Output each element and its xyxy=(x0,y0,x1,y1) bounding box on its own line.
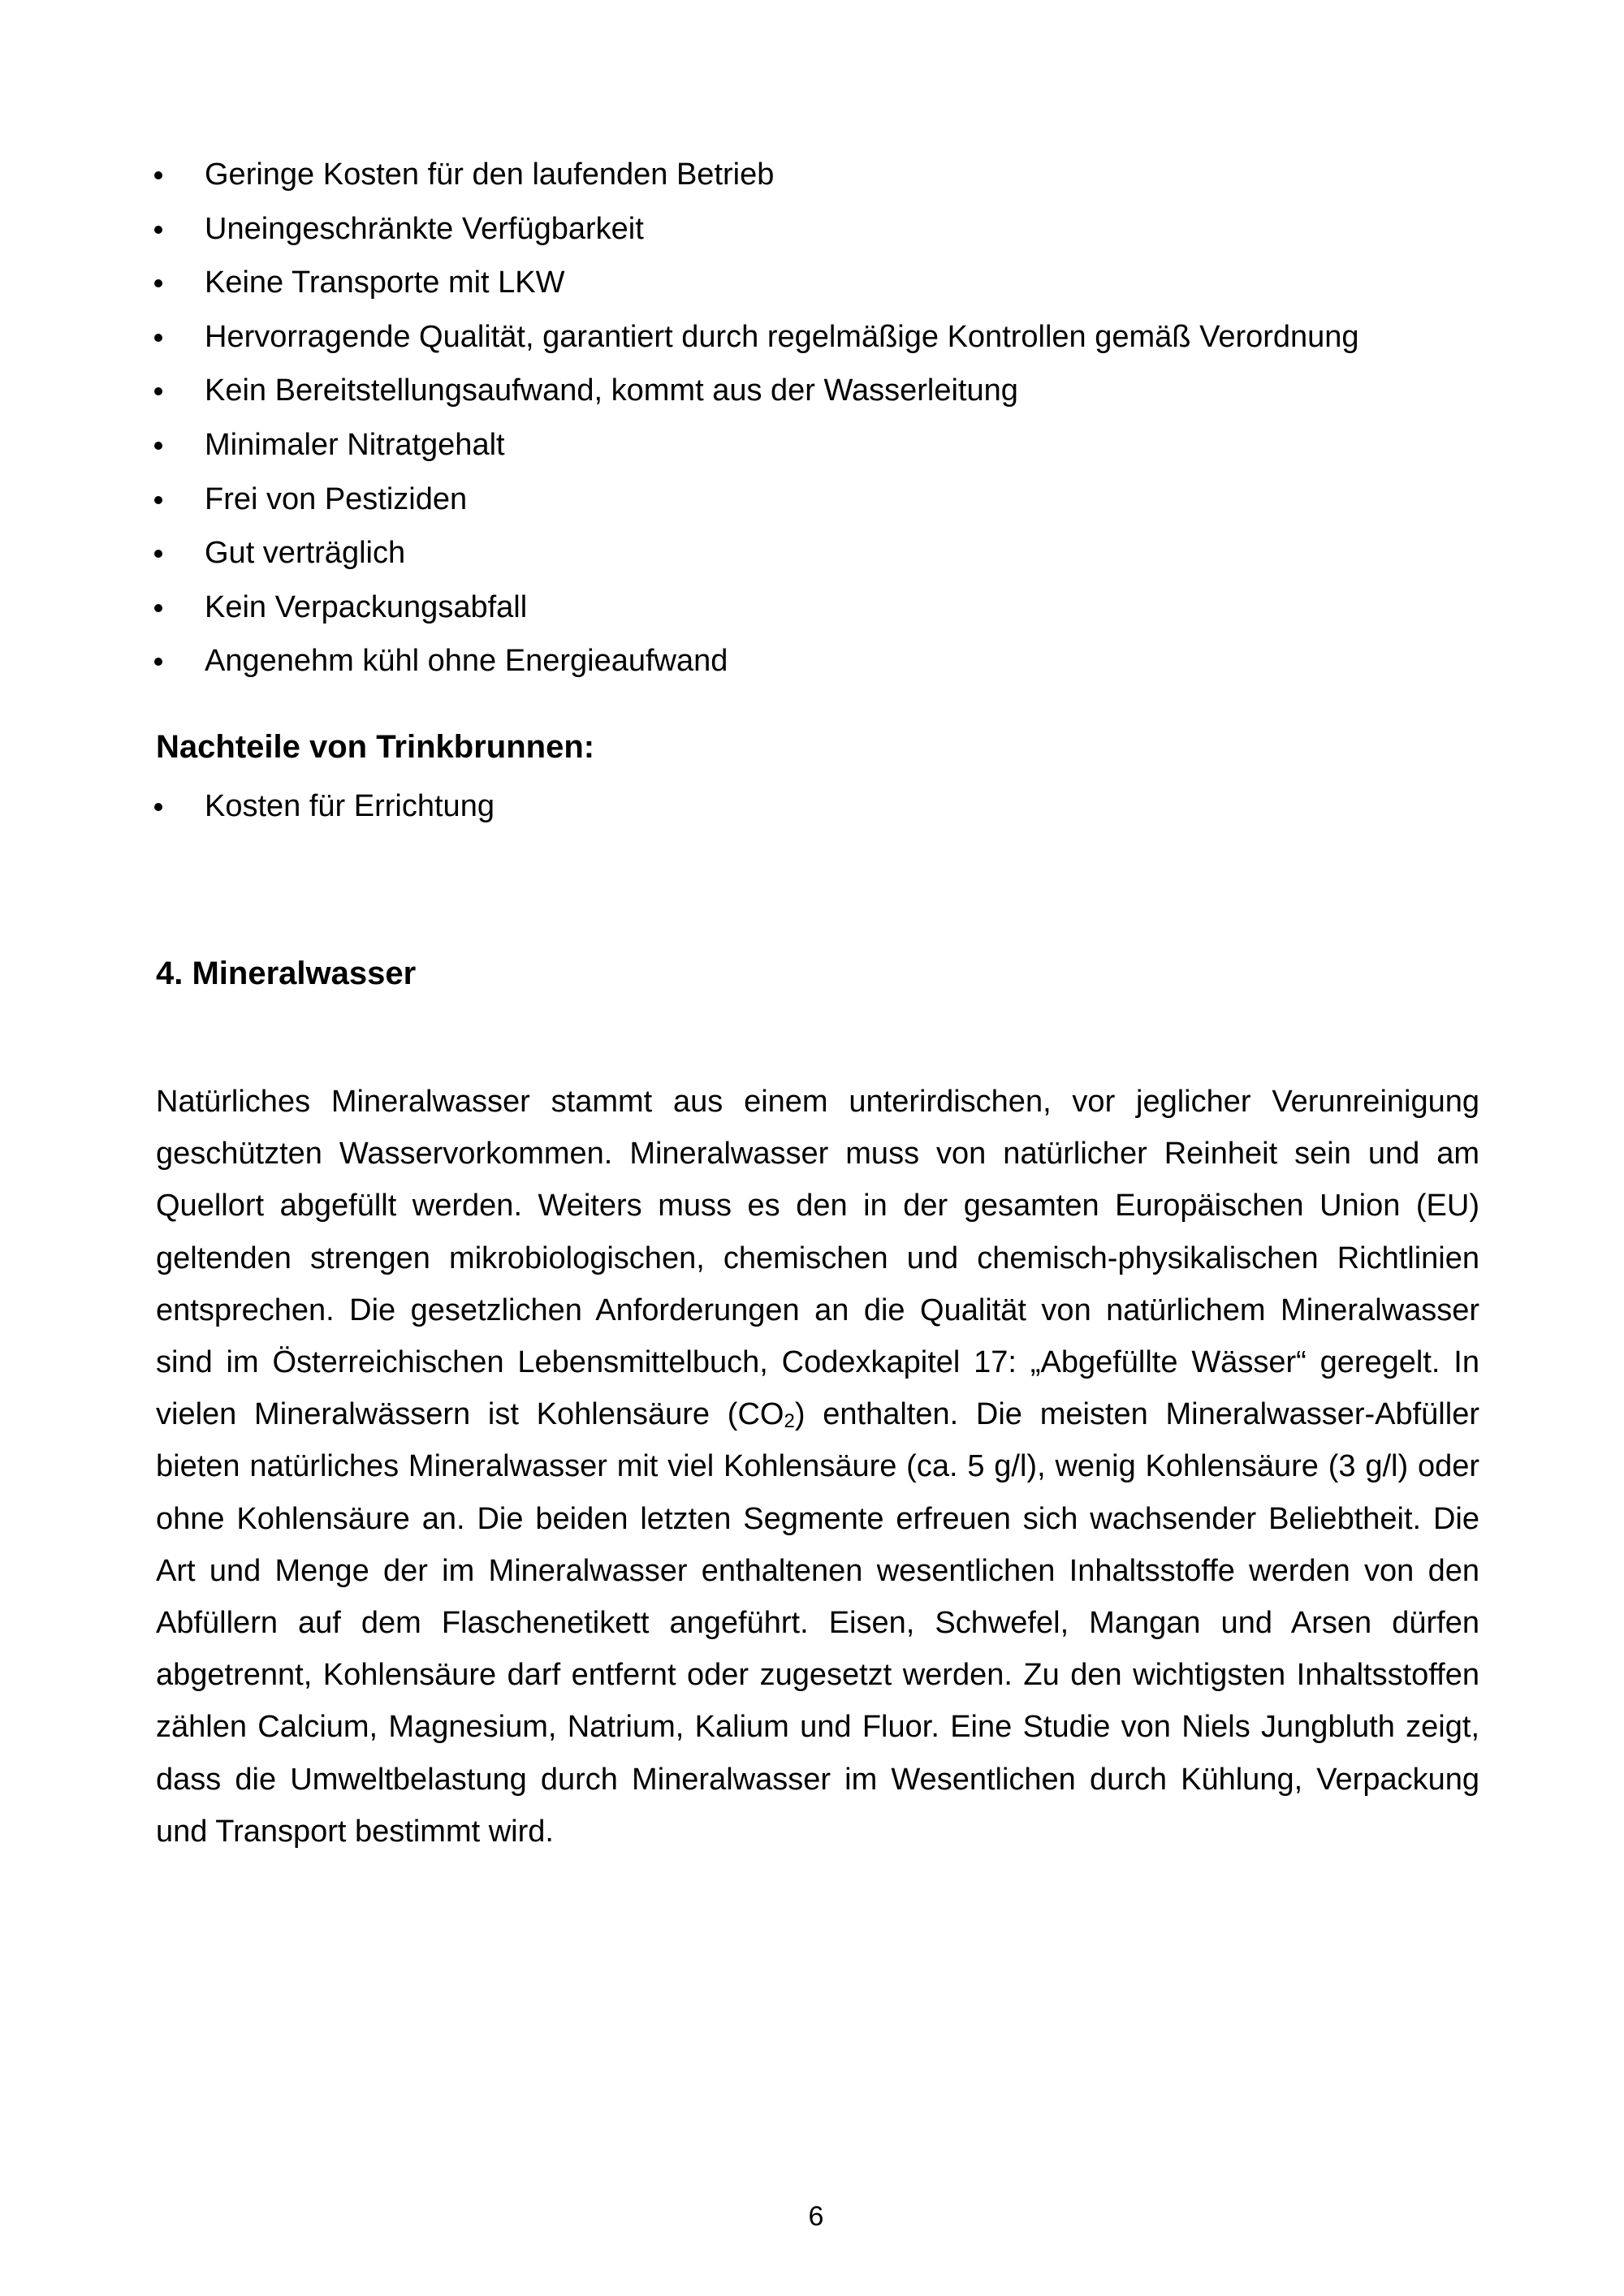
list-item-text: Angenehm kühl ohne Energieaufwand xyxy=(205,644,728,679)
list-item-text: Kein Bereitstellungsaufwand, kommt aus der Wasserleitung xyxy=(205,373,1018,408)
disadvantages-list xyxy=(154,784,1486,839)
list-item xyxy=(154,639,1486,693)
list-item xyxy=(154,423,1486,477)
list-item-text: Frei von Pestiziden xyxy=(205,481,468,516)
list-item-text: Uneingeschränkte Verfügbarkeit xyxy=(205,211,644,246)
paragraph-text-part: ) enthalten. Die meisten Mineralwasser-Abfüller bieten natürliches Mineralwasser mit viel Kohlensäure (ca. 5 g/l), wenig Kohlensäure (3 g/l) oder ohne Kohlensäure an. Die beiden letzten Segmente erfreuen sich wachsender Beliebtheit. Die Art und Menge der im Mineralwasser enthaltenen wesentlichen Inhaltsstoffe werden von den Abfüllern auf dem Flaschenetikett angeführt. Eisen, Schwefel, Mangan und Arsen dürfen abgetrennt, Kohlensäure darf entfernt oder zugesetzt werden. Zu den wichtigsten Inhaltsstoffen zählen Calcium, Magnesium, Natrium, Kalium und Fluor. Eine Studie von Niels Jungbluth zeigt, dass die Umweltbelastung durch Mineralwasser im Wesentlichen durch Kühlung, Verpackung und Transport bestimmt wird. xyxy=(156,1397,1479,1849)
list-item-text: Kosten für Errichtung xyxy=(205,789,495,823)
bullet-icon xyxy=(154,803,162,811)
list-item-text: Hervorragende Qualität, garantiert durch regelmäßige Kontrollen gemäß Verordnung xyxy=(205,319,1359,354)
list-item xyxy=(154,477,1486,532)
list-item-text: Geringe Kosten für den laufenden Betrieb xyxy=(205,158,775,192)
list-item xyxy=(154,153,1486,207)
list-item-text: Minimaler Nitratgehalt xyxy=(205,427,505,462)
advantages-list xyxy=(154,153,1486,693)
section-title: 4. Mineralwasser xyxy=(156,956,417,991)
disadvantages-heading: Nachteile von Trinkbrunnen: xyxy=(156,729,595,765)
co2-formula xyxy=(737,1397,794,1431)
bullet-icon xyxy=(154,442,162,450)
page-number: 6 xyxy=(808,2201,824,2232)
bullet-icon xyxy=(154,171,162,179)
list-item xyxy=(154,207,1486,261)
bullet-icon xyxy=(154,604,162,612)
list-item xyxy=(154,784,1486,839)
list-item-text: Gut verträglich xyxy=(205,536,406,571)
list-item-text: Kein Verpackungsabfall xyxy=(205,589,528,624)
list-item xyxy=(154,369,1486,423)
list-item xyxy=(154,261,1486,315)
list-item-text: Keine Transporte mit LKW xyxy=(205,265,565,300)
bullet-icon xyxy=(154,550,162,558)
body-paragraph xyxy=(156,1076,1479,1858)
formula-subscript: 2 xyxy=(784,1410,795,1433)
list-item xyxy=(154,315,1486,369)
bullet-icon xyxy=(154,496,162,504)
bullet-icon xyxy=(154,387,162,395)
paragraph-text-part: Natürliches Mineralwasser stammt aus einem unterirdischen, vor jeglicher Verunreinigung geschützten Wasservorkommen. Mineralwasser muss von natürlicher Reinheit sein und am Quellort abgefüllt werden. Weiters muss es den in der gesamten Europäischen Union (EU) geltenden strengen mikrobiologischen, chemischen und chemisch-physikalischen Richtlinien entsprechen. Die gesetzlichen Anforderungen an die Qualität von natürlichem Mineralwasser sind im Österreichischen Lebensmittelbuch, Codexkapitel 17: „Abgefüllte Wässer“ geregelt. In vielen Mineralwässern ist Kohlensäure ( xyxy=(156,1085,1479,1432)
list-item xyxy=(154,531,1486,585)
bullet-icon xyxy=(154,279,162,287)
bullet-icon xyxy=(154,658,162,666)
list-item xyxy=(154,585,1486,640)
formula-base: CO xyxy=(737,1397,784,1432)
bullet-icon xyxy=(154,226,162,234)
bullet-icon xyxy=(154,334,162,342)
